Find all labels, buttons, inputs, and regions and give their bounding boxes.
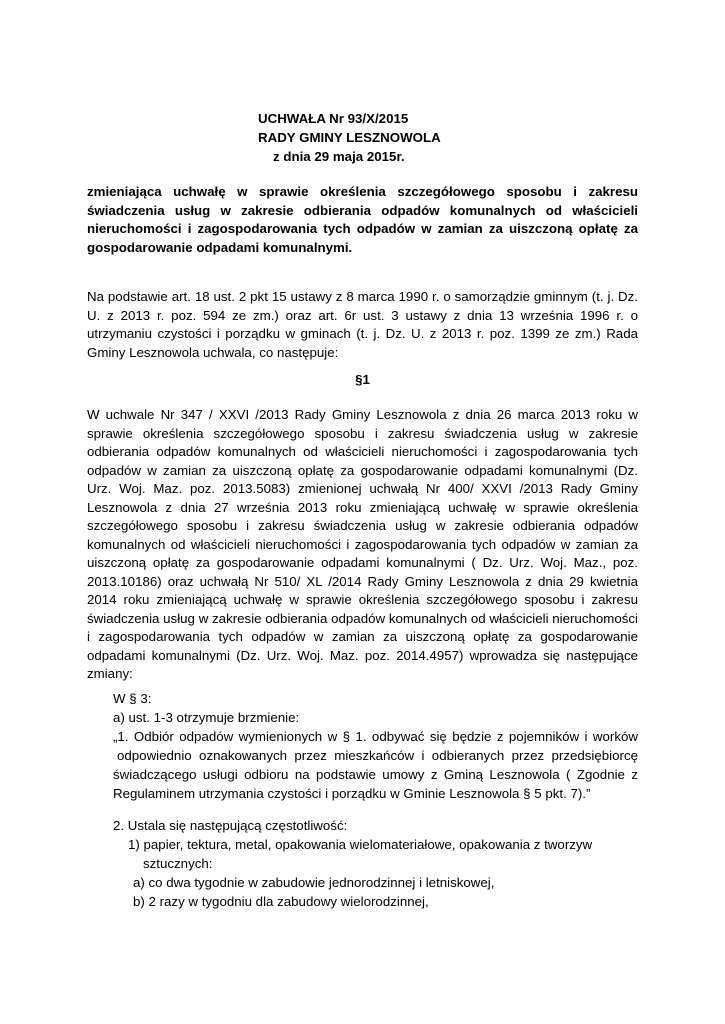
- frequency-item-1-a: a) co dwa tygodnie w zabudowie jednorodzinnej i letniskowej,: [133, 875, 495, 890]
- section-mark: §1: [355, 372, 370, 387]
- point-a-heading: a) ust. 1-3 otrzymuje brzmienie:: [113, 710, 300, 725]
- resolution-subject: zmieniająca uchwałę w sprawie określenia szczegółowego sposobu i zakresu świadczenia usług w zakresie odbierania odpadów komunalnych od właścicieli nieruchomości i zagospodarowania tych odpadów w zamian za uiszczoną opłatę za gospodarowanie odpadami komunalnymi.: [87, 184, 638, 255]
- section-body-paragraph: W uchwale Nr 347 / XXVI /2013 Rady Gminy Lesznowola z dnia 26 marca 2013 roku w sprawie określenia szczegółowego sposobu i zakresu świadczenia usług w zakresie odbierania odpadów komunalnych od właścicieli nieruchomości i zagospodarowania tych odpadów w zamian za uiszczoną opłatę za gospodarowanie odpadami komunalnymi (Dz. Urz. Woj. Maz. poz. 2013.5083) zmienionej uchwałą Nr 400/ XXVI /2013 Rady Gminy Lesznowola z dnia 27 września 2013 roku zmieniającą uchwałę w sprawie określenia szczegółowego sposobu i zakresu świadczenia usług w zakresie odbierania odpadów komunalnych od właścicieli nieruchomości i zagospodarowania tych odpadów w zamian za uiszczoną opłatę za gospodarowanie odpadami komunalnymi ( Dz. Urz. Woj. Maz., poz. 2013.10186) oraz uchwałą Nr 510/ XL /2014 Rady Gminy Lesznowola z dnia 29 kwietnia 2014 roku zmieniającą uchwałę w sprawie określenia szczegółowego sposobu i zakresu świadczenia usług w zakresie odbierania odpadów komunalnych od właścicieli nieruchomości i zagospodarowania tych odpadów w zamian za uiszczoną opłatę za gospodarowanie odpadami komunalnymi (Dz. Urz. Woj. Maz. poz. 2014.4957) wprowadza się następujące zmiany:: [87, 407, 638, 681]
- quote-line-1: „1. Odbiór odpadów wymienionych w § 1. odbywać się będzie z pojemników i worków: [113, 729, 638, 744]
- frequency-heading: 2. Ustala się następującą częstotliwość:: [113, 818, 348, 833]
- council-name: RADY GMINY LESZNOWOLA: [258, 130, 441, 145]
- quote-line-3: świadczącego usługi odbioru na podstawie umowy z Gminą Lesznowola ( Zgodnie z: [113, 767, 638, 782]
- paragraph-3-heading: W § 3:: [113, 691, 152, 706]
- resolution-date: z dnia 29 maja 2015r.: [273, 149, 405, 164]
- frequency-item-1-cont: sztucznych:: [143, 856, 213, 871]
- quote-line-2: odpowiednio oznakowanych przez mieszkańców i odbieranych przez przedsiębiorcę: [117, 748, 638, 763]
- frequency-item-1: 1) papier, tektura, metal, opakowania wielomateriałowe, opakowania z tworzyw: [128, 837, 593, 852]
- legal-basis-paragraph: Na podstawie art. 18 ust. 2 pkt 15 ustawy z 8 marca 1990 r. o samorządzie gminnym (t. j. Dz. U. z 2013 r. poz. 594 ze zm.) oraz art. 6r ust. 3 ustawy z dnia 13 września 1996 r. o utrzymaniu czystości i porządku w gminach (t. j. Dz. U. z 2013 r. poz. 1399 ze zm.) Rada Gminy Lesznowola uchwala, co następuje:: [87, 289, 638, 360]
- resolution-number: UCHWAŁA Nr 93/X/2015: [258, 111, 409, 126]
- quote-line-4: Regulaminem utrzymania czystości i porządku w Gminie Lesznowola § 5 pkt. 7).”: [113, 786, 591, 801]
- frequency-item-1-b: b) 2 razy w tygodniu dla zabudowy wielorodzinnej,: [133, 894, 429, 909]
